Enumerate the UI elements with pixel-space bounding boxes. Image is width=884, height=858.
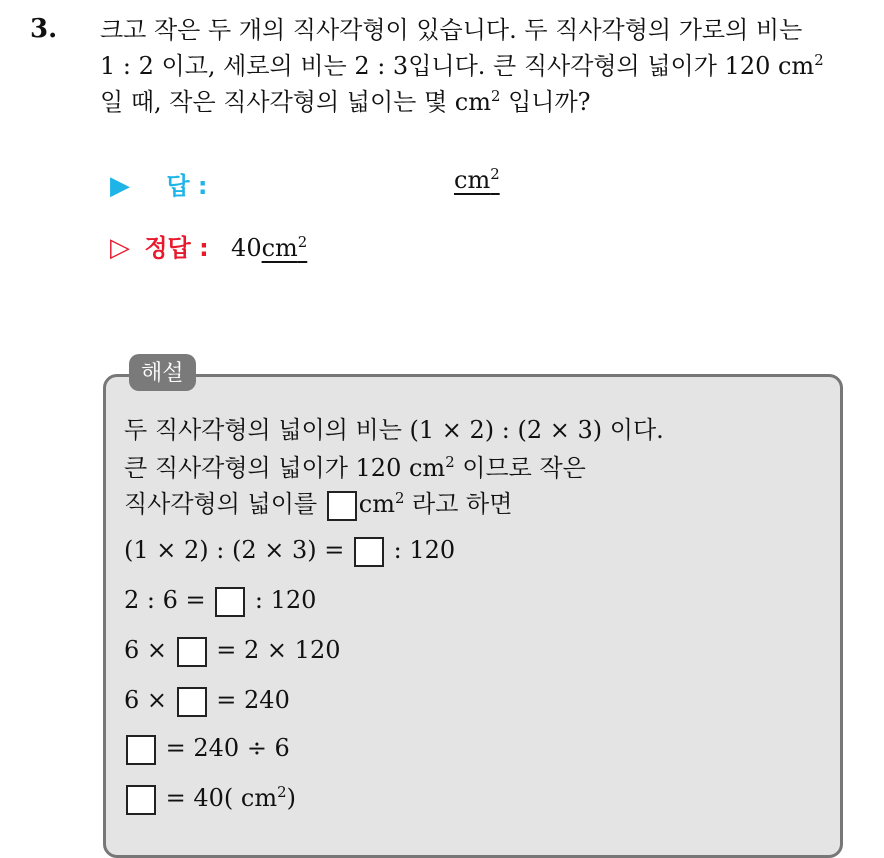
correct-answer-value: 40: [231, 234, 262, 262]
blank-box: [354, 537, 384, 567]
question-line-3: 일 때, 작은 직사각형의 넓이는 몇 $cm^2$ 입니까?: [100, 86, 591, 116]
solution-line-3: 직사각형의 넓이를 $cm^2$ 라고 하면: [124, 484, 512, 521]
solution-line-1: 두 직사각형의 넓이의 비는 (1 × 2) : (2 × 3) 이다.: [124, 416, 664, 444]
outline-triangle-icon: ▷: [110, 233, 130, 263]
correct-answer-label: 정답 :: [144, 234, 209, 262]
answer-row: [110, 166, 208, 201]
blank-box: [177, 687, 207, 717]
solution-line-6: 6 × = 2 × 120: [124, 636, 340, 667]
solution-line-8: = 240 ÷ 6: [124, 734, 290, 765]
solution-line-2: 큰 직사각형의 넓이가 120 $cm^2$ 이므로 작은: [124, 452, 586, 482]
question-line-1: 크고 작은 두 개의 직사각형이 있습니다. 두 직사각형의 가로의 비는: [100, 16, 803, 44]
blank-box: [327, 491, 357, 521]
solution-tag: 해설: [129, 354, 196, 391]
blank-box: [126, 735, 156, 765]
question-line-2: 1 : 2 이고, 세로의 비는 2 : 3입니다. 큰 직사각형의 넓이가 120 $cm^2$: [100, 50, 824, 80]
solution-line-9: = 40( $cm^2$): [124, 784, 296, 815]
solution-line-7: 6 × = 240: [124, 686, 290, 717]
question-number: 3.: [30, 14, 58, 44]
solution-line-4: (1 × 2) : (2 × 3) = : 120: [124, 536, 455, 567]
blank-box: [177, 637, 207, 667]
correct-answer-row: [110, 228, 307, 263]
blank-box: [215, 587, 245, 617]
answer-label: 답 :: [166, 172, 208, 200]
answer-blank-unit[interactable]: $cm^2$: [454, 164, 500, 194]
question-text: [100, 12, 870, 120]
blank-box: [126, 785, 156, 815]
play-triangle-icon: ▶: [110, 171, 130, 201]
correct-answer-unit: $cm^2$: [261, 232, 308, 262]
solution-line-5: 2 : 6 = : 120: [124, 586, 316, 617]
